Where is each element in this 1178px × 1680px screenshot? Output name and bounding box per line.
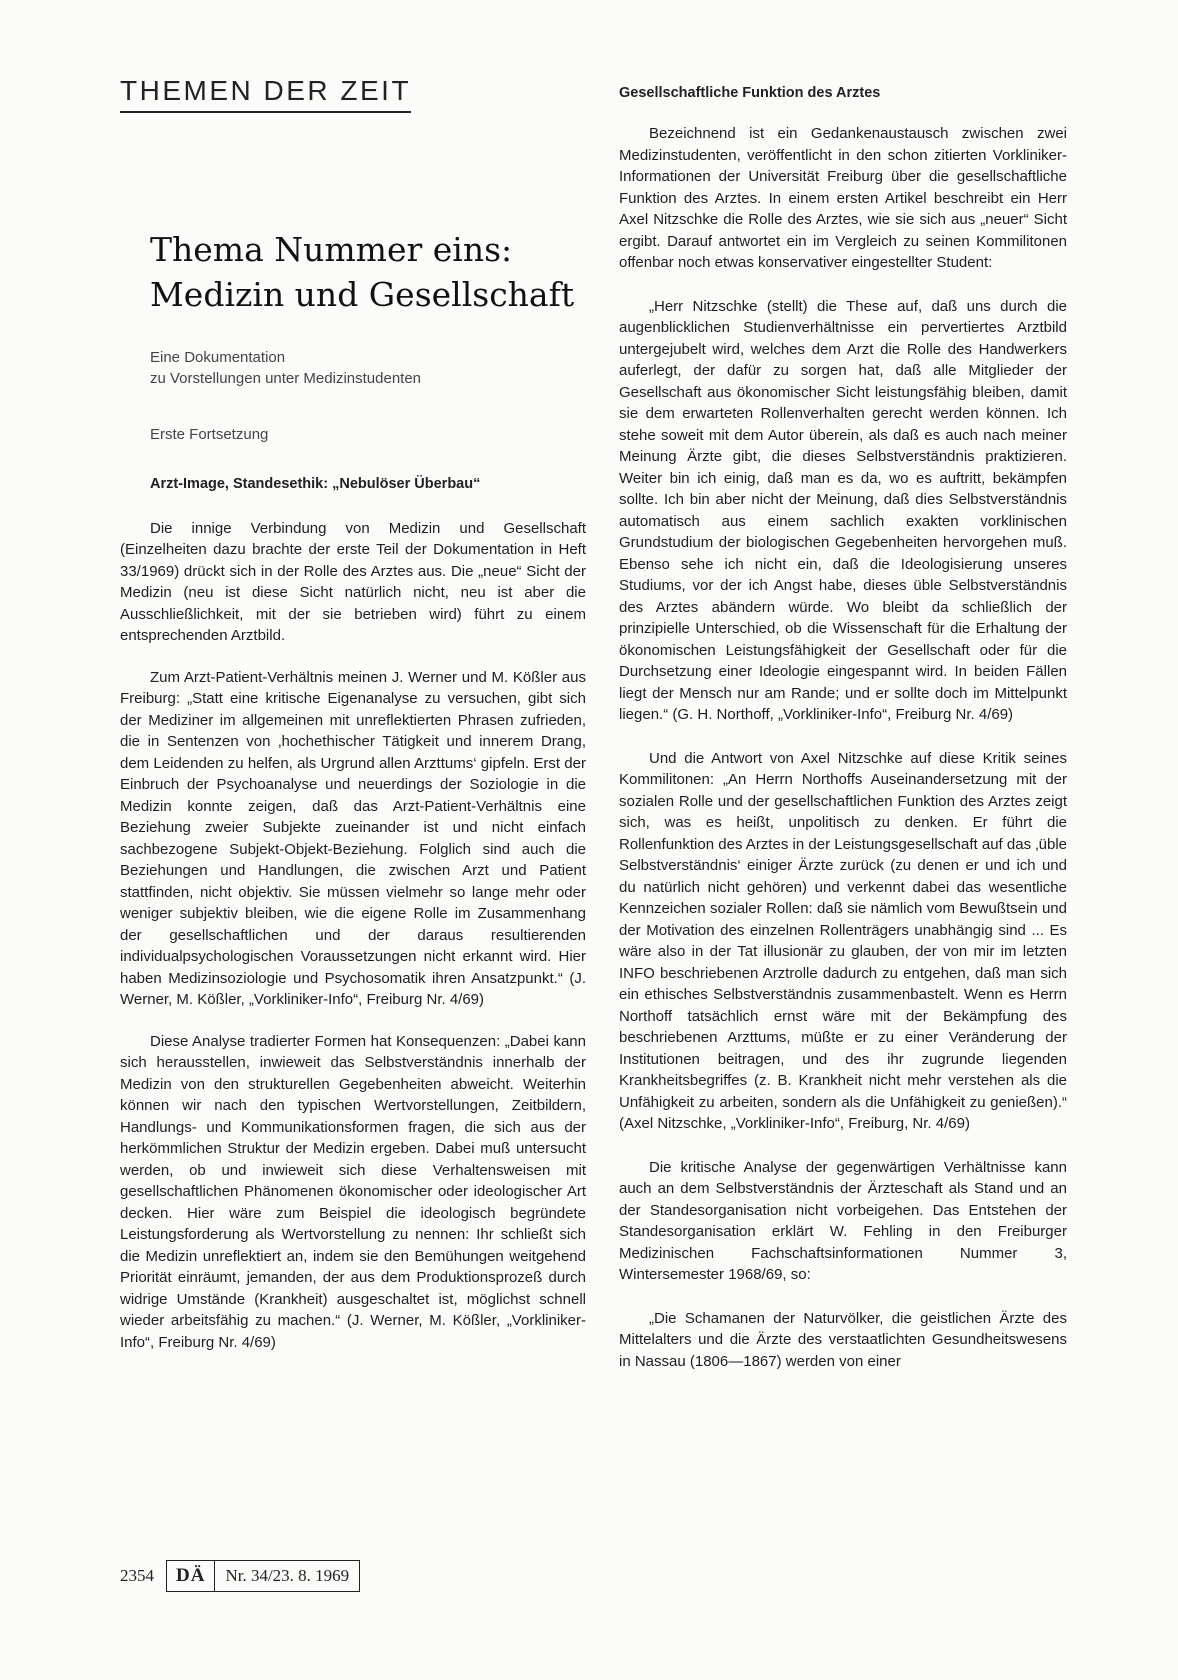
- issue-info: Nr. 34/23. 8. 1969: [225, 1566, 350, 1585]
- body-paragraph: Bezeichnend ist ein Gedankenaustausch zwischen zwei Medizinstudenten, veröffentlicht in den schon zitierten Vorkliniker-Informationen der Universität Freiburg über die gesellschaftliche Funktion des Arztes. In einem ersten Artikel beschreibt ein Herr Axel Nitzschke die Rolle des Arztes, wie sie sich aus „neuer“ Sicht ergibt. Darauf antwortet ein im Vergleich zu seinen Kommilitonen offenbar noch etwas konservativer eingestellter Student:: [619, 125, 1067, 271]
- continuation-label: Erste Fortsetzung: [150, 425, 269, 443]
- left-column: [120, 76, 586, 1353]
- page-footer: [120, 1560, 360, 1592]
- column-heading: Gesellschaftliche Funktion des Arztes: [619, 85, 881, 101]
- journal-box: [166, 1560, 360, 1592]
- subtitle-line-1: Eine Dokumentation: [150, 348, 286, 366]
- article-subtitle: [150, 347, 586, 389]
- body-paragraph: Diese Analyse tradierter Formen hat Konsequenzen: „Dabei kann sich herausstellen, inwieweit das Selbstverständnis innerhalb der Medizin von den strukturellen Gegebenheiten abweicht. Weiterhin können wir nach den typischen Wertvorstellungen, Zeitbildern, Handlungs- und Kommunikationsformen fragen, die sich aus der herkömmlichen Struktur der Medizin ergeben. Dabei muß untersucht werden, ob und inwieweit sich diese Verhaltensweisen mit gesellschaftlichen Phänomenen ökonomischer oder ideologischer Art decken. Hier wäre zum Beispiel die ideologisch begründete Leistungsforderung als Wertvorstellung zu nennen: Ihr schließt sich die Medizin unreflektiert an, indem sie den Bemühungen weitgehend Priorität einräumt, jemanden, der aus dem Produktionsprozeß durch widrige Umstände (Krankheit) ausgeschaltet ist, möglichst schnell wieder arbeitsfähig zu machen.“ (J. Werner, M. Kößler, „Vorkliniker-Info“, Freiburg Nr. 4/69): [120, 1032, 586, 1351]
- body-paragraph: Und die Antwort von Axel Nitzschke auf diese Kritik seines Kommilitonen: „An Herrn Northoffs Auseinandersetzung mit der sozialen Rolle und der gesellschaftlichen Funktion des Arztes zeigt sich, was es heißt, unpolitisch zu denken. Er führt die Rollenfunktion des Arztes in der Leistungsgesellschaft auf das ‚üble Selbstverständnis‘ einiger Ärzte zurück (zu denen er und ich und du natürlich nicht gehören) und verkennt dabei das wesentliche Kennzeichen sozialer Rollen: daß sie nämlich vom Bewußtsein und der Motivation des einzelnen Rollenträgers unabhängig sind ... Es wäre also in der Tat illusionär zu glauben, der von mir im letzten INFO beschriebenen Arztrolle dadurch zu entgehen, daß man sich ein ethisches Selbstverständnis zusammenbastelt. Wenn es Herrn Northoff tatsächlich ernst wäre mit der Bekämpfung des beschriebenen Arzttums, müßte er zu einer Veränderung der Institutionen beitragen, und des ihr zugrunde liegenden Krankheitsbegriffes (z. B. Krankheit nicht mehr verstehen als die Unfähigkeit zu arbeiten, sondern als die Unfähigkeit zu genießen).“ (Axel Nitzschke, „Vorkliniker-Info“, Freiburg, Nr. 4/69): [619, 749, 1067, 1132]
- body-paragraph: „Die Schamanen der Naturvölker, die geistlichen Ärzte des Mittelalters und die Ärzte des verstaatlichten Gesundheitswesens in Nassau (1806—1867) werden von einer: [619, 1309, 1067, 1370]
- subtitle-line-2: zu Vorstellungen unter Medizinstudenten: [150, 369, 422, 387]
- body-paragraph: Die innige Verbindung von Medizin und Gesellschaft (Einzelheiten dazu brachte der erste Teil der Dokumentation in Heft 33/1969) drückt sich in der Rolle des Arztes aus. Die „neue“ Sicht der Medizin (neu ist diese Sicht natürlich nicht, neu ist aber die Ausschließlichkeit, mit der sie betrieben wird) führt zu einem entsprechenden Arztbild.: [120, 519, 586, 645]
- body-paragraph: Zum Arzt-Patient-Verhältnis meinen J. Werner und M. Kößler aus Freiburg: „Statt eine kritische Eigenanalyse zu versuchen, gibt sich der Mediziner im allgemeinen mit unreflektierten Phrasen zufrieden, die in Sentenzen von ‚hochethischer Tätigkeit und innerem Drang, dem Leidenden zu helfen, als Urgrund allen Arzttums‘ gipfeln. Erst der Einbruch der Psychoanalyse und neuerdings der Soziologie in die Medizin konnte zeigen, daß das Arzt-Patient-Verhältnis eine Beziehung zweier Subjekte zueinander ist und nicht einfach sachbezogene Subjekt-Objekt-Beziehung. Folglich sind auch die Beziehungen und Handlungen, die zwischen Arzt und Patient stattfinden, nicht objektiv. Sie müssen vielmehr so lange mehr oder weniger subjektiv bleiben, wie die eigene Rolle im Zusammenhang der gesellschaftlichen und der daraus resultierenden individualpsychologischen Voraussetzungen nicht erkannt wird. Hier haben Medizinsoziologie und Psychosomatik ihren Ansatzpunkt.“ (J. Werner, M. Kößler, „Vorkliniker-Info“, Freiburg Nr. 4/69): [120, 668, 586, 1009]
- journal-logo: DÄ: [167, 1561, 215, 1591]
- section-header: THEMEN DER ZEIT: [120, 76, 411, 113]
- page-number: 2354: [120, 1566, 154, 1585]
- body-paragraph: Die kritische Analyse der gegenwärtigen Verhältnisse kann auch an dem Selbstverständnis der Ärzteschaft als Stand und an der Standesorganisation nicht vorbeigehen. Das Entstehen der Standesorganisation erklärt W. Fehling in den Freiburger Medizinischen Fachschaftsinformationen Nummer 3, Wintersemester 1968/69, so:: [619, 1158, 1067, 1283]
- title-line-1: Thema Nummer eins:: [150, 229, 513, 269]
- right-column: [619, 85, 1067, 1372]
- article-title: [150, 227, 586, 317]
- section-heading: Arzt-Image, Standesethik: „Nebulöser Überbau“: [150, 475, 481, 492]
- body-paragraph: „Herr Nitzschke (stellt) die These auf, daß uns durch die augenblicklichen Studienverhältnisse ein pervertiertes Arztbild untergejubelt wird, welches dem Arzt die Rolle des Handwerkers auferlegt, der dafür zu sorgen hat, daß alle Mitglieder der Gesellschaft aus ökonomischer Sicht leistungsfähig bleiben, damit sie dem erwarteten Rollenverhalten gerecht werden können. Ich stehe soweit mit dem Autor überein, als daß es auch nach meiner Meinung Ärzte gibt, die dieses Selbstverständnis praktizieren. Weiter bin ich einig, daß man es da, wo es auftritt, bekämpfen sollte. Ich bin aber nicht der Meinung, daß dies Selbstverständnis automatisch aus einem sachlich exakten vorklinischen Grundstudium der biologischen Gegebenheiten hervorgehen muß. Ebenso sehe ich nicht ein, daß die Ideologisierung unseres Studiums, vor der ich Angst habe, dieses üble Selbstverständnis des Arztes abändern würde. Wo bleibt da schließlich der prinzipielle Unterschied, ob die Wissenschaft für die Erhaltung der ökonomischen Leistungsfähigkeit der Gesellschaft oder für die Durchsetzung einer Ideologie eingespannt wird. In beiden Fällen liegt der Mensch nur am Rande; und er sollte doch im Mittelpunkt liegen.“ (G. H. Northoff, „Vorkliniker-Info“, Freiburg Nr. 4/69): [619, 297, 1067, 723]
- title-line-2: Medizin und Gesellschaft: [150, 274, 575, 314]
